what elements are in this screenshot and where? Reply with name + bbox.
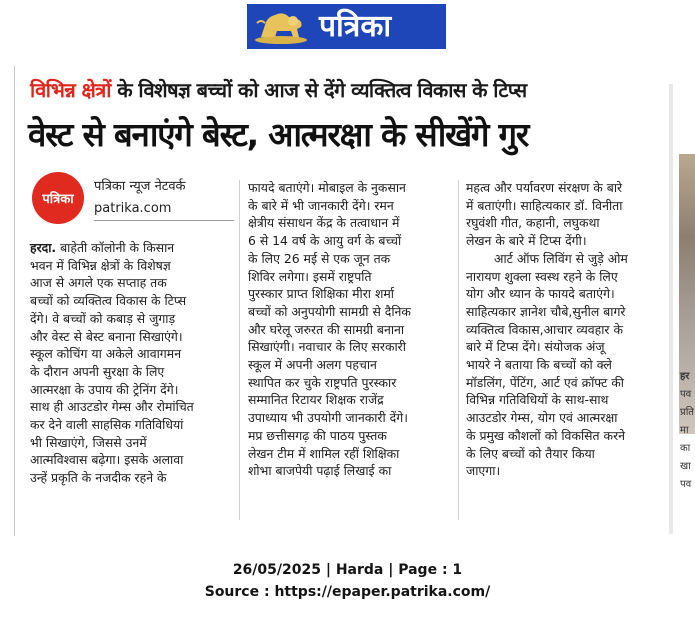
text-line-rest: बाहेती कॉलोनी के किसान [56, 240, 175, 255]
text-line: 6 से 14 वर्ष के आयु वर्ग के बच्चों [248, 233, 402, 249]
text-line: साथ ही आउटडोर गेम्स और रोमांचित [30, 399, 194, 415]
footer-date-line: 26/05/2025 | Harda | Page : 1 [232, 562, 463, 578]
footer-source-line: Source : https://epaper.patrika.com/ [204, 584, 491, 600]
text-line: भवन में विभिन्न क्षेत्रों के विशेषज्ञ [30, 257, 171, 273]
text-line: के लिए 26 मई से एक जून तक [248, 250, 391, 266]
text-line: के लिए बच्चों को तैयार किया [466, 445, 595, 461]
column-divider [239, 180, 240, 520]
strip-text: मा [680, 425, 689, 436]
text-line: बच्चों को व्यक्तित्व विकास के टिप्स [30, 293, 187, 309]
byline-network: पत्रिका न्यूज नेटवर्क [94, 179, 186, 194]
text-line: योग और ध्यान के फायदे बताएंगे। [466, 286, 615, 302]
patrika-logo-badge [32, 172, 84, 224]
column-divider [458, 180, 459, 520]
text-line: और वेस्ट से बेस्ट बनाना सिखाएंगे। [30, 328, 183, 344]
logo-text: पत्रिका [42, 192, 74, 207]
text-line: व्यक्तित्व विकास,आचार व्यवहार के [466, 321, 623, 337]
lion-emblem-icon [247, 4, 313, 49]
strip-text: खा [680, 461, 691, 472]
text-line: और घरेलू जरुरत की सामग्री बनाना [248, 321, 405, 337]
text-line: महत्व और पर्यावरण संरक्षण के बारे [466, 180, 623, 195]
text-line: आउटडोर गेम्स, योग एवं आत्मरक्षा [466, 410, 618, 426]
clip-left-border [14, 66, 15, 536]
text-line: कर देने वाली साहसिक गतिविधियां [30, 417, 184, 433]
text-line: लेखन टीम में शामिल रहीं शिक्षिका [248, 445, 400, 461]
text-line: भी सिखाएंगे, जिससे उनमें [30, 434, 147, 450]
text-line: पुरस्कार प्राप्त शिक्षिका मीरा शर्मा [248, 286, 395, 302]
text-line: के बारे में भी जानकारी देंगे। रमन [248, 197, 394, 213]
text-line: सिखाएंगी। नवाचार के लिए सरकारी [248, 339, 406, 355]
text-line: जाएगा। [466, 463, 501, 479]
text-line: मॉडलिंग, पेंटिंग, आर्ट एवं क्रॉफ्ट की [466, 374, 625, 390]
text-line: फायदे बताएंगे। मोबाइल के नुकसान [248, 180, 406, 195]
kicker-headline [30, 76, 527, 103]
text-line: विभिन्न गतिविधियों के साथ-साथ [466, 392, 609, 408]
text-line: रघुवंशी गीत, कहानी, लघुकथा [466, 215, 600, 231]
text-line: शोभा बाजपेयी पढ़ाई लिखाई का [248, 463, 392, 479]
main-headline: वेस्ट से बनाएंगे बेस्ट, आत्मरक्षा के सीखेंगे गुर [28, 115, 529, 154]
article-column-1 [30, 239, 231, 487]
byline [94, 176, 186, 220]
strip-text: पव [680, 389, 692, 400]
strip-text: हर [680, 371, 690, 382]
text-line: क्षेत्रीय संसाधन केंद्र के तत्वाधान में [248, 215, 400, 231]
text-line: में बताएंगी। साहित्यकार डॉ. विनीता [466, 197, 623, 213]
text-line: स्कूल कोचिंग या अकेले आवागमन [30, 346, 182, 362]
strip-text: पव [680, 479, 692, 490]
text-line: सम्मानित रिटायर शिक्षक राजेंद्र [248, 392, 384, 408]
kicker-rest: के विशेषज्ञ बच्चों को आज से देंगे व्यक्तित्व विकास के टिप्स [110, 78, 527, 102]
text-line: बच्चों को अनुपयोगी सामग्री से दैनिक [248, 303, 411, 319]
text-line: स्थापित कर चुके राष्ट्रपति पुरस्कार [248, 374, 397, 390]
kicker-highlight: विभिन्न क्षेत्रों [30, 78, 111, 102]
dateline-place: हरदा. [30, 240, 57, 255]
text-line: देंगे। वे बच्चों को कबाड़ से जुगाड़ [30, 310, 176, 326]
text-line: लेखन के बारे में टिप्स देंगी। [466, 233, 587, 249]
text-line: उपाध्याय भी उपयोगी जानकारी देंगे। [248, 410, 408, 426]
text-line: के दौरान अपनी सुरक्षा के लिए [30, 363, 165, 379]
strip-divider [669, 84, 673, 534]
text-line: उन्हें प्रकृति के नजदीक रहने के [30, 470, 167, 486]
text-line: के प्रमुख कौशलों को विकसित करने [466, 427, 626, 443]
article-column-3 [466, 179, 667, 480]
text-line: साहित्यकार ज्ञानेश चौबे,सुनील बागरे [466, 303, 626, 319]
byline-site: patrika.com [94, 201, 172, 216]
adjacent-article-strip [667, 84, 695, 534]
byline-divider [94, 220, 234, 221]
strip-text: का [680, 443, 691, 454]
text-line: भायरे ने बताया कि बच्चों को क्ले [466, 357, 612, 373]
text-line: स्कूल में अपनी अलग पहचान [248, 357, 377, 373]
text-line: आज से अगले एक सप्ताह तक [30, 275, 167, 291]
text-line [30, 239, 231, 257]
text-line: मप्र छत्तीसगढ़ की पाठय पुस्तक [248, 427, 387, 443]
text-line: आत्मरक्षा के उपाय की ट्रेनिंग देंगे। [30, 381, 179, 397]
text-line: आर्ट ऑफ लिविंग से जुड़े ओम [494, 250, 628, 266]
masthead [247, 4, 446, 49]
strip-text: प्रति [680, 407, 694, 418]
masthead-title: पत्रिका [319, 9, 392, 44]
text-line: आत्मविश्वास बढ़ेगा। इसके अलावा [30, 452, 184, 468]
article-column-2 [248, 179, 450, 480]
text-line: शिविर लगेगा। इसमें राष्ट्रपति [248, 268, 372, 284]
text-line: नारायण शुक्ला स्वस्थ रहने के लिए [466, 268, 618, 284]
text-line: बारे में टिप्स देंगे। संयोजक अंजू [466, 339, 605, 355]
